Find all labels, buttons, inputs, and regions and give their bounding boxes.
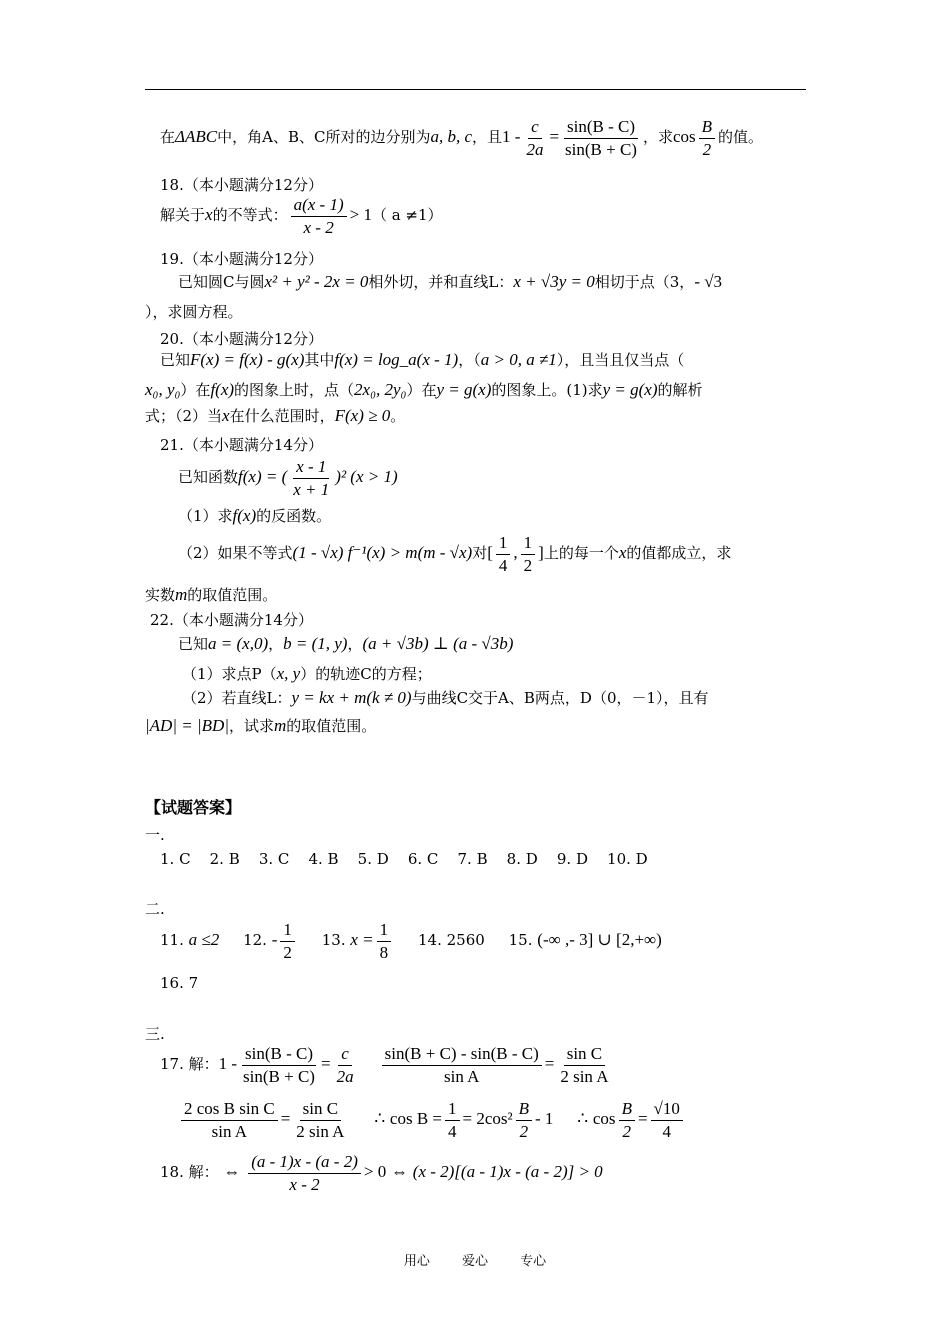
q21-part1	[178, 506, 331, 526]
answer-item: 2. B	[209, 850, 240, 868]
point-2x0-2y0: 2x₀, 2y₀	[354, 380, 407, 399]
fx: f(x)	[232, 506, 257, 525]
var-x: x	[222, 406, 230, 425]
denominator: 4	[662, 1121, 671, 1141]
answer-label: 13.	[321, 931, 346, 950]
answer-item: 10. D	[607, 850, 648, 868]
vector-b: b = (1, y)	[283, 634, 348, 653]
q20-text: ），且当且仅当点（	[556, 351, 685, 369]
q21-text: （2）如果不等式	[178, 544, 293, 563]
eq-lhs: 1 -	[502, 127, 521, 147]
denominator: 4	[498, 555, 508, 575]
numerator: 1	[445, 1099, 460, 1121]
q22-text: （2）若直线L：	[182, 689, 292, 707]
fraction-1-2	[521, 533, 536, 575]
answer-item: 3. C	[258, 850, 290, 868]
q20-line1	[160, 350, 684, 370]
a-condition: a > 0, a ≠1	[480, 350, 557, 369]
page-footer	[0, 1250, 950, 1269]
q17-text: 的值。	[718, 128, 764, 147]
section2-answers	[160, 920, 662, 962]
minus-sign: -	[271, 930, 278, 950]
q21-header: 21.（本小题满分14分）	[160, 436, 323, 454]
q20-text: 在什么范围时，	[229, 407, 335, 425]
denominator: 2a	[336, 1066, 354, 1086]
q21-function	[178, 457, 398, 499]
inequality: (1 - √x) f⁻¹(x) > m(m - √x)	[292, 543, 473, 563]
solution-label: 18. 解：	[160, 1163, 219, 1182]
solution-17-line1	[160, 1044, 615, 1086]
q18-statement	[160, 195, 443, 237]
q17-statement	[160, 117, 763, 159]
numerator: sin C	[564, 1044, 605, 1066]
greater-than-zero: > 0	[363, 1162, 387, 1182]
cos-label: cos	[672, 127, 696, 147]
denominator: 2	[622, 1121, 631, 1141]
numerator: sin(B - C)	[242, 1044, 316, 1066]
minus-one: - 1	[535, 1109, 554, 1129]
answer-item: 7. B	[457, 850, 488, 868]
denominator: 8	[379, 942, 389, 962]
q21-text: 的反函数。	[256, 507, 332, 525]
numerator: B	[516, 1099, 532, 1121]
section1-answers	[160, 850, 648, 868]
footer-item: 专心	[520, 1254, 547, 1269]
fraction	[181, 1099, 278, 1141]
numerator: a(x - 1)	[291, 195, 347, 217]
fraction-c-2a	[523, 117, 546, 159]
separator: ，	[347, 635, 363, 653]
q20-text: 的解析	[657, 381, 703, 399]
q18-header: 18.（本小题满分12分）	[160, 176, 323, 194]
answer-label: 15.	[508, 931, 533, 950]
point-y: - √3	[694, 272, 723, 291]
answer-label: 12.	[243, 931, 267, 950]
fraction-inequality	[291, 195, 347, 237]
q19-text: 相切于点（3，	[594, 273, 695, 291]
numerator: 1	[377, 920, 392, 942]
denominator: 2	[519, 1121, 529, 1141]
equals-sign: =	[280, 1109, 291, 1129]
q22-text: 的取值范围。	[286, 717, 377, 735]
q22-part2-cont	[145, 716, 376, 736]
var-m: m	[274, 716, 287, 735]
answer-item: 8. D	[506, 850, 538, 868]
cos-b: cos B =	[389, 1109, 443, 1129]
fraction-1-4	[496, 533, 511, 575]
q22-part1	[182, 664, 432, 684]
rhs: > 1	[349, 205, 372, 225]
q17-text: 在	[160, 128, 176, 147]
q20-text: 式；（2）当	[145, 407, 223, 425]
section2-label: 二.	[145, 900, 165, 918]
footer-item: 用心	[403, 1254, 430, 1269]
bracket: [	[487, 543, 493, 563]
fraction	[382, 1044, 542, 1086]
q20-text: 的图象上时，点（	[234, 381, 355, 399]
q21-text: （1）求	[178, 507, 233, 525]
numerator: 1	[280, 920, 295, 942]
solution-17-line2	[178, 1099, 686, 1141]
F-definition: F(x) = f(x) - g(x)	[190, 350, 305, 369]
answer-12-fraction	[280, 920, 295, 962]
var-xy: x, y	[276, 664, 301, 683]
q17-text: ，求	[642, 128, 673, 147]
denominator: 2	[523, 555, 533, 575]
q19-statement-line2: ），求圆方程。	[145, 303, 243, 321]
footer-item: 爱心	[461, 1254, 488, 1269]
q19-text: 已知圆C与圆	[178, 273, 265, 291]
q21-text: 实数	[145, 586, 176, 604]
numerator: c	[528, 117, 542, 139]
q20-text: 的图象上。(1)求	[491, 381, 603, 399]
iff-symbol: ⇔	[223, 1162, 241, 1182]
q21-text: 的值都成立，求	[626, 544, 732, 563]
q20-text: 。	[390, 407, 406, 425]
fraction-sin-ratio	[562, 117, 640, 159]
var-x: x	[618, 543, 627, 563]
iff-symbol: ⇔	[391, 1162, 408, 1182]
bracket: ]	[538, 543, 544, 563]
separator: ，	[268, 635, 284, 653]
q20-header: 20.（本小题满分12分）	[160, 330, 323, 348]
line-equation: y = kx + m(k ≠ 0)	[291, 688, 412, 707]
point-x0-y0: x₀, y₀	[145, 380, 181, 399]
fraction	[619, 1099, 635, 1141]
equals-sign: =	[544, 1054, 555, 1074]
g-equation: y = g(x)	[602, 380, 658, 399]
q17-text: ，且	[472, 128, 503, 147]
q22-line1	[178, 634, 513, 654]
section1-label: 一.	[145, 826, 165, 844]
product-inequality: (x - 2)[(a - 1)x - (a - 2)] > 0	[412, 1162, 603, 1182]
f-rhs: )² (x > 1)	[335, 467, 398, 487]
solution-18	[160, 1152, 603, 1194]
answer-label: 11.	[160, 931, 184, 950]
fx: f(x)	[210, 380, 235, 399]
denominator: x - 2	[289, 1174, 320, 1194]
numerator: 2 cos B sin C	[181, 1099, 278, 1121]
answer-15: (-∞ ,- 3] ∪ [2,+∞)	[537, 930, 662, 950]
cos-label: cos	[592, 1109, 616, 1129]
answer-item: 1. C	[160, 850, 191, 868]
numerator: 1	[521, 533, 536, 555]
q21-text: 对	[472, 544, 488, 563]
numerator: √10	[651, 1099, 683, 1121]
numerator: sin(B + C) - sin(B - C)	[382, 1044, 542, 1066]
f-lhs: f(x) = (	[238, 467, 288, 487]
perpendicular-condition: (a + √3b) ⊥ (a - √3b)	[362, 634, 514, 653]
fraction-x-1	[290, 457, 332, 499]
denominator: 2a	[526, 139, 544, 159]
numerator: 1	[496, 533, 511, 555]
q19-header: 19.（本小题满分12分）	[160, 250, 323, 268]
denominator: sin A	[443, 1066, 480, 1086]
q22-text: 已知	[178, 635, 209, 653]
fraction	[240, 1044, 318, 1086]
numerator: B	[699, 117, 715, 139]
q21-part2-cont	[145, 585, 277, 605]
q22-text: ）的轨迹C的方程；	[300, 665, 432, 683]
denominator: sin(B + C)	[565, 139, 637, 159]
numerator: sin C	[300, 1099, 341, 1121]
fraction	[651, 1099, 683, 1141]
fraction-b-2	[699, 117, 715, 159]
numerator: B	[619, 1099, 635, 1121]
q19-text: 相外切，并和直线L：	[368, 273, 514, 291]
fraction	[293, 1099, 347, 1141]
abs-equation: |AD| = |BD|	[145, 716, 229, 735]
condition: （ a ≠1）	[371, 206, 443, 225]
denominator: 2	[283, 942, 292, 962]
triangle-abc: ΔABC	[175, 127, 218, 147]
equals-sign: =	[320, 1054, 331, 1074]
q22-text: 与曲线C交于A、B两点，D（0，－1），且有	[411, 689, 709, 707]
q21-text: 上的每一个	[543, 544, 619, 563]
answer-11: a ≤2	[188, 930, 220, 950]
denominator: 2	[702, 139, 712, 159]
answer-item: 6. C	[407, 850, 439, 868]
q20-text: ，（	[458, 351, 481, 369]
answer-item: 9. D	[556, 850, 588, 868]
therefore-symbol: ∴	[577, 1109, 589, 1129]
equals-sign: =	[549, 127, 560, 147]
fraction	[445, 1099, 460, 1141]
q17-text: 中，角A、B、C所对的边分别为	[217, 128, 431, 147]
numerator: (a - 1)x - (a - 2)	[248, 1152, 361, 1174]
q22-text: （1）求点P（	[182, 665, 277, 683]
denominator: 2 sin A	[296, 1121, 345, 1141]
fraction	[248, 1152, 361, 1194]
q20-text: ）在	[180, 381, 211, 399]
var-m: m	[175, 585, 188, 604]
fraction	[334, 1044, 357, 1086]
line-equation: x + √3y = 0	[513, 272, 595, 291]
denominator: x + 1	[293, 479, 330, 499]
f-definition: f(x) = log_a(x - 1)	[334, 350, 459, 369]
sides-abc: a, b, c	[430, 127, 472, 147]
q20-line3	[145, 406, 405, 426]
F-inequality: F(x) ≥ 0	[334, 406, 391, 425]
numerator: sin(B - C)	[564, 117, 638, 139]
q18-text: 的不等式：	[212, 206, 288, 225]
answer-item: 5. D	[357, 850, 389, 868]
denominator: 4	[448, 1121, 457, 1141]
g-equation: y = g(x)	[436, 380, 492, 399]
denominator: sin(B + C)	[243, 1066, 315, 1086]
denominator: sin A	[211, 1121, 248, 1141]
answer-13-fraction	[377, 920, 392, 962]
q19-statement-line1	[178, 272, 722, 292]
q21-text: 的取值范围。	[187, 586, 278, 604]
q22-header: 22.（本小题满分14分）	[150, 611, 313, 629]
therefore-symbol: ∴	[374, 1109, 386, 1129]
cos-squared: = 2cos²	[462, 1109, 513, 1129]
q22-part2	[182, 688, 709, 708]
header-rule	[145, 89, 806, 90]
q22-text: ，试求	[229, 717, 275, 735]
denominator: x - 2	[303, 217, 334, 237]
fraction	[516, 1099, 532, 1141]
answers-heading: 【试题答案】	[145, 798, 242, 817]
q18-text: 解关于	[160, 206, 206, 225]
answer-14: 14. 2560	[418, 931, 485, 950]
numerator: c	[338, 1044, 352, 1066]
answer-16: 16. 7	[160, 974, 199, 992]
q20-line2	[145, 380, 703, 400]
equals-sign: =	[637, 1109, 648, 1129]
comma: ,	[513, 543, 518, 563]
circle-equation: x² + y² - 2x = 0	[264, 272, 369, 291]
q21-text: 已知函数	[178, 468, 239, 487]
q20-text: ）在	[406, 381, 437, 399]
fraction	[557, 1044, 611, 1086]
q20-text: 其中	[304, 351, 335, 369]
var-x: x	[205, 205, 213, 225]
q21-part2	[178, 533, 731, 575]
numerator: x - 1	[293, 457, 329, 479]
q20-text: 已知	[160, 351, 191, 369]
answer-item: 4. B	[308, 850, 339, 868]
section3-label: 三.	[145, 1025, 165, 1043]
vector-a: a = (x,0)	[208, 634, 269, 653]
answer-13-lhs: x =	[350, 930, 374, 950]
solution-label: 17. 解：	[160, 1055, 219, 1074]
denominator: 2 sin A	[560, 1066, 609, 1086]
eq-lhs: 1 -	[218, 1054, 238, 1074]
